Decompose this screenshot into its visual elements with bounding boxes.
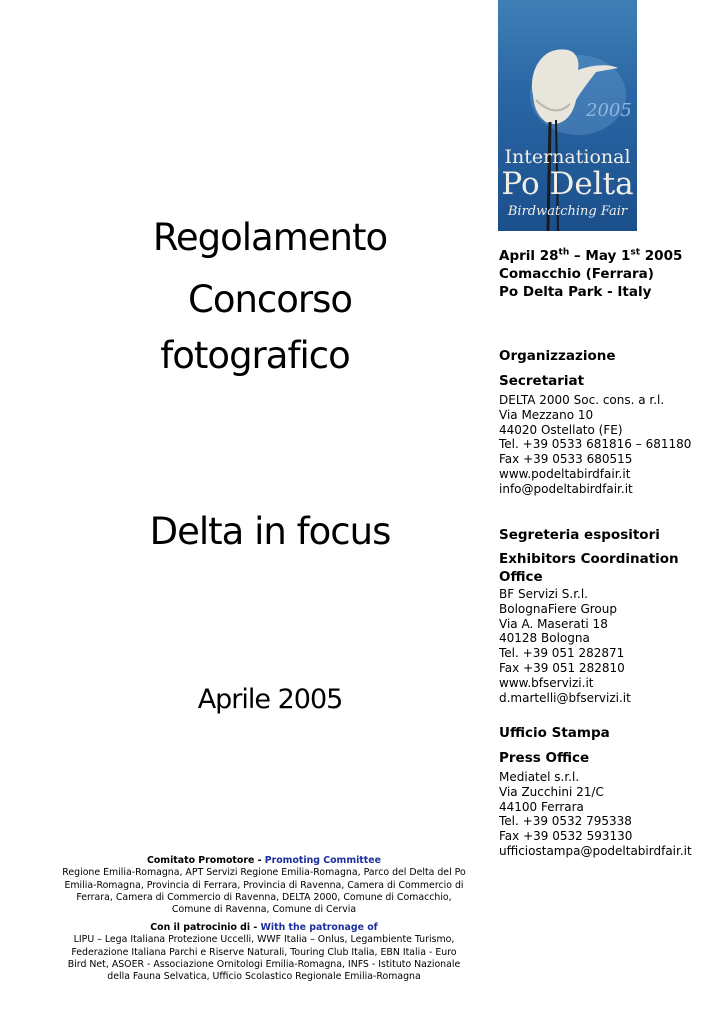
promoting-committee-text: Regione Emilia-Romagna, APT Servizi Regione Emilia-Romagna, Parco del Delta del Po Emilia-Romagna, Provincia di Ferrara, Provincia di Ravenna, Camera di Commercio di Ferrara, Camera di Commercio di Ravenna, DELTA 2000, Comune di Comacchio, Comune di Ravenna, Comune di Cervia (62, 867, 466, 916)
exhibitors-heading-en: Exhibitors Coordination Office (499, 551, 679, 585)
contact-line: 44100 Ferrara (499, 799, 584, 814)
contact-line: Fax +39 0533 680515 (499, 452, 633, 467)
contact-line: Mediatel s.r.l. (499, 770, 580, 784)
exhibitors-contact-block (499, 587, 714, 705)
contact-line: Fax +39 051 282810 (499, 660, 625, 675)
exhibitors-heading-it: Segreteria espositori (499, 527, 660, 543)
contact-line: Tel. +39 0532 795338 (499, 814, 632, 829)
contact-line: BolognaFiere Group (499, 601, 617, 616)
contact-line: Fax +39 0532 593130 (499, 829, 633, 844)
doc-title-line-3: fotografico (160, 334, 350, 377)
promoting-committee-heading: Comitato Promotore - Promoting Committee (146, 855, 381, 866)
contact-line: Via Mezzano 10 (499, 407, 594, 422)
doc-title-line-2: Concorso (187, 278, 353, 321)
press-contact-block (499, 770, 714, 859)
website-link[interactable]: www.bfservizi.it (499, 675, 594, 690)
org-contact-block (499, 393, 714, 497)
promoting-committee-section (62, 855, 466, 916)
contact-line: 44020 Ostellato (FE) (499, 422, 623, 437)
email-link[interactable]: ufficiostampa@podeltabirdfair.it (499, 843, 692, 858)
event-dates: April 28th – May 1st 2005 (499, 247, 683, 264)
contact-line: 40128 Bologna (499, 631, 590, 646)
press-heading-en: Press Office (499, 750, 590, 766)
contact-line: Via A. Maserati 18 (499, 616, 608, 631)
logo-text-international: International (504, 146, 631, 168)
email-link[interactable]: d.martelli@bfservizi.it (499, 690, 631, 705)
org-heading-en: Secretariat (499, 373, 585, 389)
patronage-heading: Con il patrocinio di - With the patronage of (150, 922, 378, 933)
contact-line: Tel. +39 0533 681816 – 681180 (499, 437, 692, 452)
email-link[interactable]: info@podeltabirdfair.it (499, 481, 633, 496)
event-name: Delta in focus (149, 510, 391, 553)
patronage-section (62, 922, 466, 983)
contact-line: BF Servizi S.r.l. (499, 587, 588, 601)
contact-line: DELTA 2000 Soc. cons. a r.l. (499, 393, 665, 407)
event-logo (498, 0, 637, 231)
event-place: Comacchio (Ferrara) (499, 266, 654, 282)
logo-text-birdwatching-fair: Birdwatching Fair (507, 204, 628, 219)
press-heading-it: Ufficio Stampa (499, 725, 610, 741)
doc-title-line-1: Regolamento (152, 216, 388, 259)
event-park: Po Delta Park - Italy (499, 284, 652, 300)
patronage-text: LIPU – Lega Italiana Protezione Uccelli, WWF Italia – Onlus, Legambiente Turismo, Federazione Italiana Parchi e Riserve Naturali, Touring Club Italia, EBN Italia - Euro Bird Net, ASOER - Associazione Ornitologi Emilia-Romagna, INFS - Istituto Nazionale della Fauna Selvatica, Ufficio Scolastico Regionale Emilia-Romagna (67, 934, 461, 983)
contact-line: Tel. +39 051 282871 (499, 646, 625, 661)
logo-text-po-delta: Po Delta (501, 166, 634, 202)
contact-line: Via Zucchini 21/C (499, 784, 604, 799)
org-heading-it: Organizzazione (499, 348, 616, 364)
website-link[interactable]: www.podeltabirdfair.it (499, 466, 631, 481)
logo-year: 2005 (586, 100, 632, 121)
event-date-block (499, 247, 714, 301)
doc-date: Aprile 2005 (197, 684, 343, 715)
